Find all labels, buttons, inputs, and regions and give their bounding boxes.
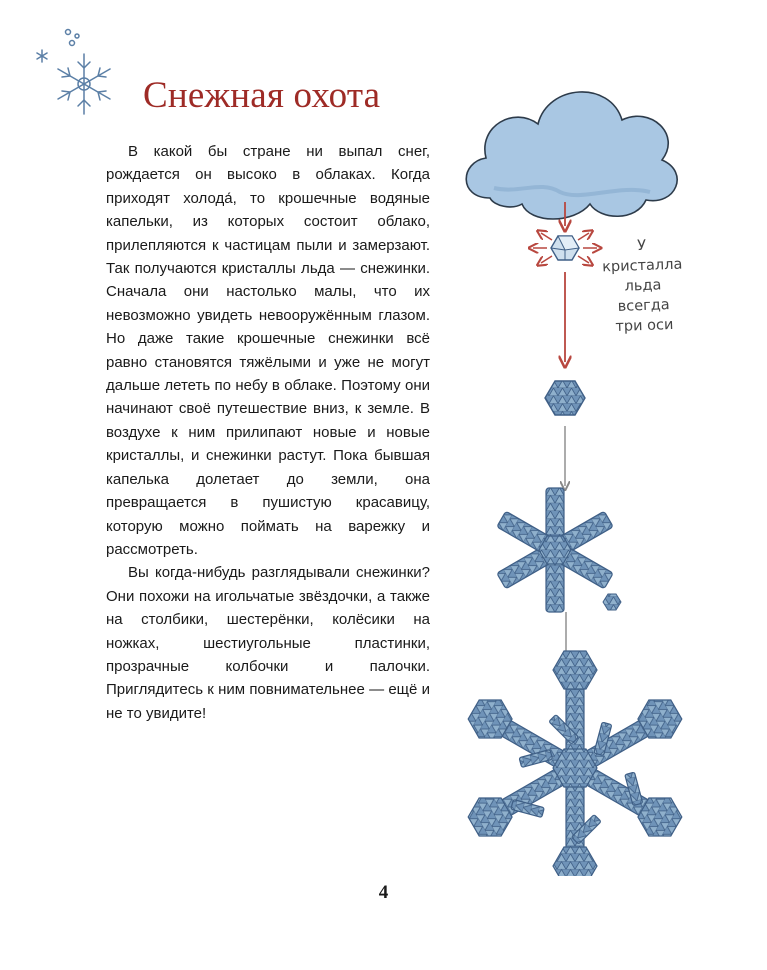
- dot-icon: [75, 34, 79, 38]
- page-title: Снежная охота: [143, 75, 381, 116]
- snowflake-ornament-icon: [58, 54, 110, 114]
- note-line: У: [636, 237, 647, 255]
- note-line: всегда: [617, 297, 670, 315]
- crystal-axes-note: [594, 234, 691, 337]
- small-star-icon: [37, 50, 47, 62]
- note-line: кристалла: [601, 256, 683, 276]
- small-snowflake-icon: [545, 381, 585, 415]
- dot-icon: [70, 41, 75, 46]
- paragraph: Вы когда-нибудь разглядывали снежинки? Они похожи на игольчатые звёздочки, а также на столбики, шестерёнки, колёсики на ножках, шестиугольные пластинки, прозрачные колбочки и палочки. Приглядитесь к ним повнимательнее — ещё и не то увидите!: [106, 564, 430, 722]
- medium-snowflake-icon: [497, 488, 621, 612]
- page-number: 4: [378, 882, 389, 903]
- snowflake-formation-illustration: [450, 76, 700, 876]
- large-snowflake-icon: [461, 651, 690, 876]
- paragraph: В какой бы стране ни выпал снег, рождается он высоко в облаках. Когда приходят холода́, то крошечные водяные капельки, из которых состоит облако, прилепляются к частицам пыли и замерзают. Так получаются кристаллы льда — снежинки. Сначала они настолько малы, что их невозможно увидеть невооружённым глазом. Но даже такие крошечные снежинки всё равно становятся тяжёлыми и уже не могут дальше лететь по небу в облаке. Поэтому они начинают своё путешествие вниз, к земле. В воздухе к ним прилипают новые и новые кристаллы, и снежинки растут. Пока бывшая капелька долетает до земли, она превращается в пушистую красавицу, которую можно поймать на варежку и рассмотреть.: [106, 143, 430, 558]
- ice-crystal-icon: [533, 233, 597, 263]
- dot-icon: [66, 30, 71, 35]
- note-line: льда: [624, 277, 662, 295]
- corner-snowflake-decoration: [28, 22, 123, 117]
- cloud-icon: [466, 92, 677, 219]
- note-line: три оси: [615, 316, 674, 335]
- article-body: [106, 140, 430, 725]
